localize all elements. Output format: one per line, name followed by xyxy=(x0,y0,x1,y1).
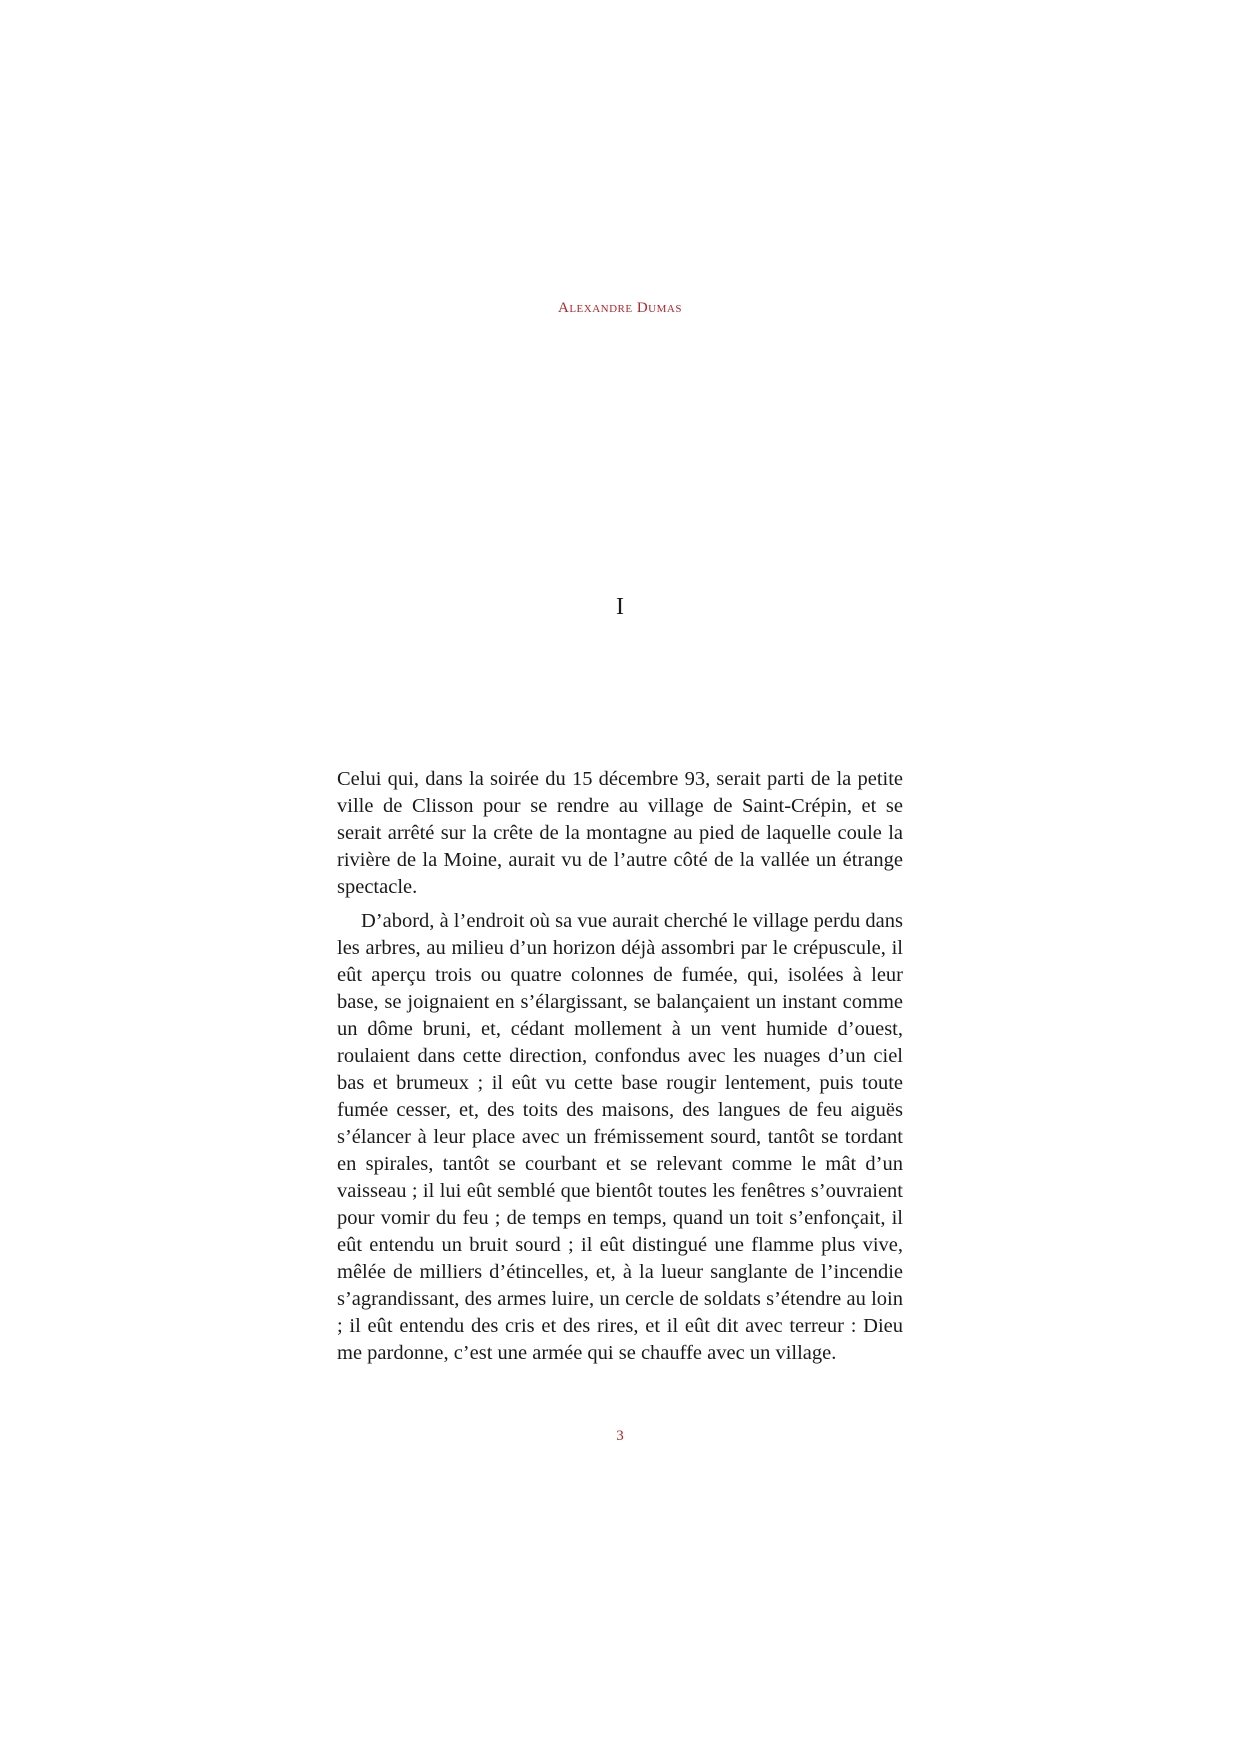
chapter-number: I xyxy=(616,594,624,620)
page-number: 3 xyxy=(616,1428,624,1444)
paragraph-1: Celui qui, dans la soirée du 15 décembre 93, serait parti de la petite ville de Clisson pour se rendre au village de Saint-Crépin, et se serait arrêté sur la crête de la montagne au pied de laquelle coule la rivière de la Moine, aurait vu de l’autre côté de la vallée un étrange spectacle. xyxy=(337,768,903,898)
paragraph-2: D’abord, à l’endroit où sa vue aurait cherché le village perdu dans les arbres, au milieu d’un horizon déjà assombri par le crépuscule, il eût aperçu trois ou quatre colonnes de fumée, qui, isolées à leur base, se joignaient en s’élargissant, se balançaient un instant comme un dôme bruni, et, cédant mollement à un vent humide d’ouest, roulaient dans cette direction, confondus avec les nuages d’un ciel bas et brumeux ; il eût vu cette base rougir lentement, puis toute fumée cesser, et, des toits des maisons, des langues de feu aiguës s’élancer à leur place avec un frémissement sourd, tantôt se tordant en spirales, tantôt se courbant et se relevant comme le mât d’un vaisseau ; il lui eût semblé que bientôt toutes les fenêtres s’ouvraient pour vomir du feu ; de temps en temps, quand un toit s’enfonçait, il eût entendu un bruit sourd ; il eût distingué une flamme plus vive, mêlée de milliers d’étincelles, et, à la lueur sanglante de l’incendie s’agrandissant, des armes luire, un cercle de soldats s’étendre au loin ; il eût entendu des cris et des rires, et il eût dit avec terreur : Dieu me pardonne, c’est une armée qui se chauffe avec un village. xyxy=(337,910,903,1364)
chapter-body xyxy=(337,766,903,1367)
running-head: Alexandre Dumas xyxy=(558,300,682,316)
